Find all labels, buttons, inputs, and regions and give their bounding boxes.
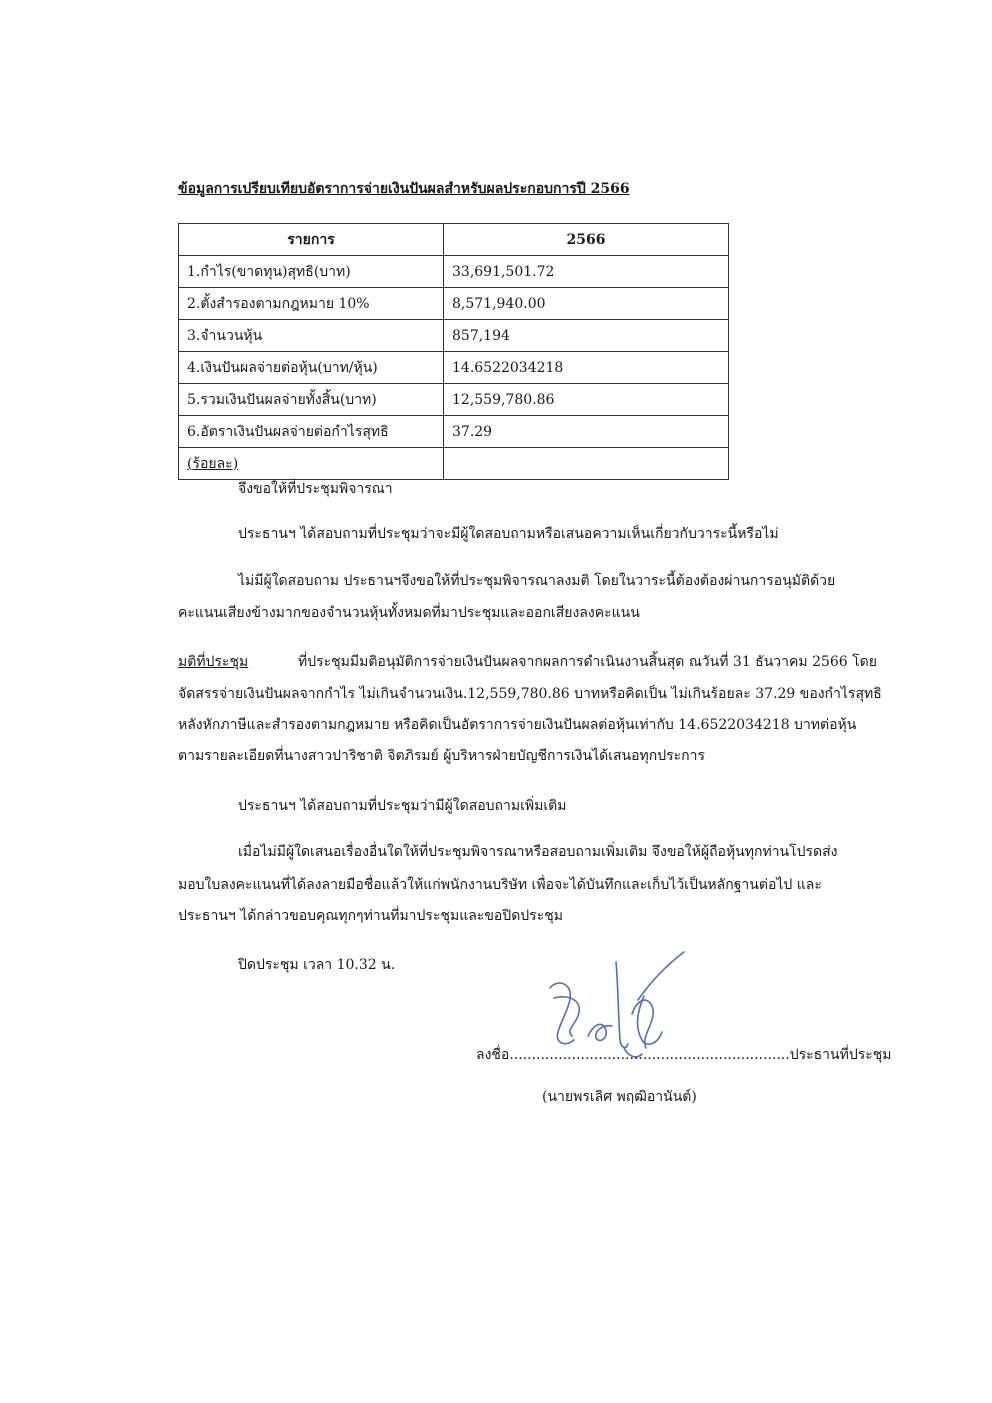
resolution-line1: ที่ประชุมมีมติอนุมัติการจ่ายเงินปันผลจากผลการดำเนินงานสิ้นสุด ณวันที่ 31 ธันวาคม 2566 โดย — [298, 654, 877, 670]
row-item: 2.ตั้งสำรองตามกฎหมาย 10% — [179, 288, 444, 320]
row-item: 5.รวมเงินปันผลจ่ายทั้งสิ้น(บาท) — [179, 384, 444, 416]
signature-line — [476, 1044, 892, 1066]
paragraph-closing-line2: มอบใบลงคะแนนที่ได้ลงลายมือชื่อแล้วให้แก่พนักงานบริษัท เพื่อจะได้บันทึกและเก็บไว้เป็นหลักฐานต่อไป และ — [178, 877, 822, 893]
signature-dots: ............................................................... — [509, 1047, 790, 1063]
table-row — [179, 320, 729, 352]
row-value: 37.29 — [444, 416, 729, 448]
signer-role: ประธานที่ประชุม — [789, 1047, 892, 1063]
resolution-label: มติที่ประชุม — [178, 654, 249, 670]
table-header-row — [179, 224, 729, 256]
row-item: (ร้อยละ) — [179, 448, 444, 480]
row-item: 6.อัตราเงินปันผลจ่ายต่อกำไรสุทธิ — [179, 416, 444, 448]
row-item: 3.จำนวนหุ้น — [179, 320, 444, 352]
table-row — [179, 448, 729, 480]
table-row — [179, 384, 729, 416]
paragraph-no-question-line2: คะแนนเสียงข้างมากของจำนวนหุ้นทั้งหมดที่มาประชุมและออกเสียงลงคะแนน — [178, 605, 640, 621]
table-row — [179, 288, 729, 320]
column-header-item: รายการ — [179, 224, 444, 256]
row-value: 14.6522034218 — [444, 352, 729, 384]
table-row — [179, 352, 729, 384]
section-title: ข้อมูลการเปรียบเทียบอัตราการจ่ายเงินปันผลสำหรับผลประกอบการปี 2566 — [178, 181, 630, 197]
paragraph-closing-line3: ประธานฯ ได้กล่าวขอบคุณทุกๆท่านที่มาประชุมและขอปิดประชุม — [178, 908, 563, 924]
row-value: 8,571,940.00 — [444, 288, 729, 320]
sign-label: ลงชื่อ — [476, 1047, 510, 1063]
resolution-line3: หลังหักภาษีและสำรองตามกฎหมาย หรือคิดเป็นอัตราการจ่ายเงินปันผลต่อหุ้นเท่ากับ 14.6522034218 บาทต่อหุ้น — [178, 717, 857, 733]
row-item: 4.เงินปันผลจ่ายต่อหุ้น(บาท/หุ้น) — [179, 352, 444, 384]
meeting-closed-time: ปิดประชุม เวลา 10.32 น. — [238, 957, 396, 973]
resolution-line4: ตามรายละเอียดที่นางสาวปาริชาติ จิตภิรมย์ ผู้บริหารฝ่ายบัญชีการเงินได้เสนอทุกประการ — [178, 748, 705, 764]
table-row — [179, 256, 729, 288]
row-value: 33,691,501.72 — [444, 256, 729, 288]
paragraph-no-question-line1: ไม่มีผู้ใดสอบถาม ประธานฯจึงขอให้ที่ประชุมพิจารณาลงมติ โดยในวาระนี้ต้องต้องผ่านการอนุมัติด้วย — [238, 573, 836, 589]
paragraph-chair-question: ประธานฯ ได้สอบถามที่ประชุมว่าจะมีผู้ใดสอบถามหรือเสนอความเห็นเกี่ยวกับวาระนี้หรือไม่ — [238, 526, 779, 542]
dividend-comparison-table — [178, 223, 729, 480]
row-item: 1.กำไร(ขาดทุน)สุทธิ(บาท) — [179, 256, 444, 288]
resolution-line2: จัดสรรจ่ายเงินปันผลจากกำไร ไม่เกินจำนวนเงิน.12,559,780.86 บาทหรือคิดเป็น ไม่เกินร้อยละ 37.29 ของกำไรสุทธิ — [178, 686, 882, 702]
paragraph-additional-question: ประธานฯ ได้สอบถามที่ประชุมว่ามีผู้ใดสอบถามเพิ่มเติม — [238, 798, 567, 814]
row-value — [444, 448, 729, 480]
paragraph-closing-line1: เมื่อไม่มีผู้ใดเสนอเรื่องอื่นใดให้ที่ประชุมพิจารณาหรือสอบถามเพิ่มเติม จึงขอให้ผู้ถือหุ้นทุกท่านโปรดส่ง — [238, 844, 838, 860]
column-header-year: 2566 — [444, 224, 729, 256]
row-value: 857,194 — [444, 320, 729, 352]
table-row — [179, 416, 729, 448]
signer-name: (นายพรเลิศ พฤฒิอานันต์) — [542, 1089, 697, 1105]
paragraph-consider: จึงขอให้ที่ประชุมพิจารณา — [238, 481, 393, 497]
row-value: 12,559,780.86 — [444, 384, 729, 416]
